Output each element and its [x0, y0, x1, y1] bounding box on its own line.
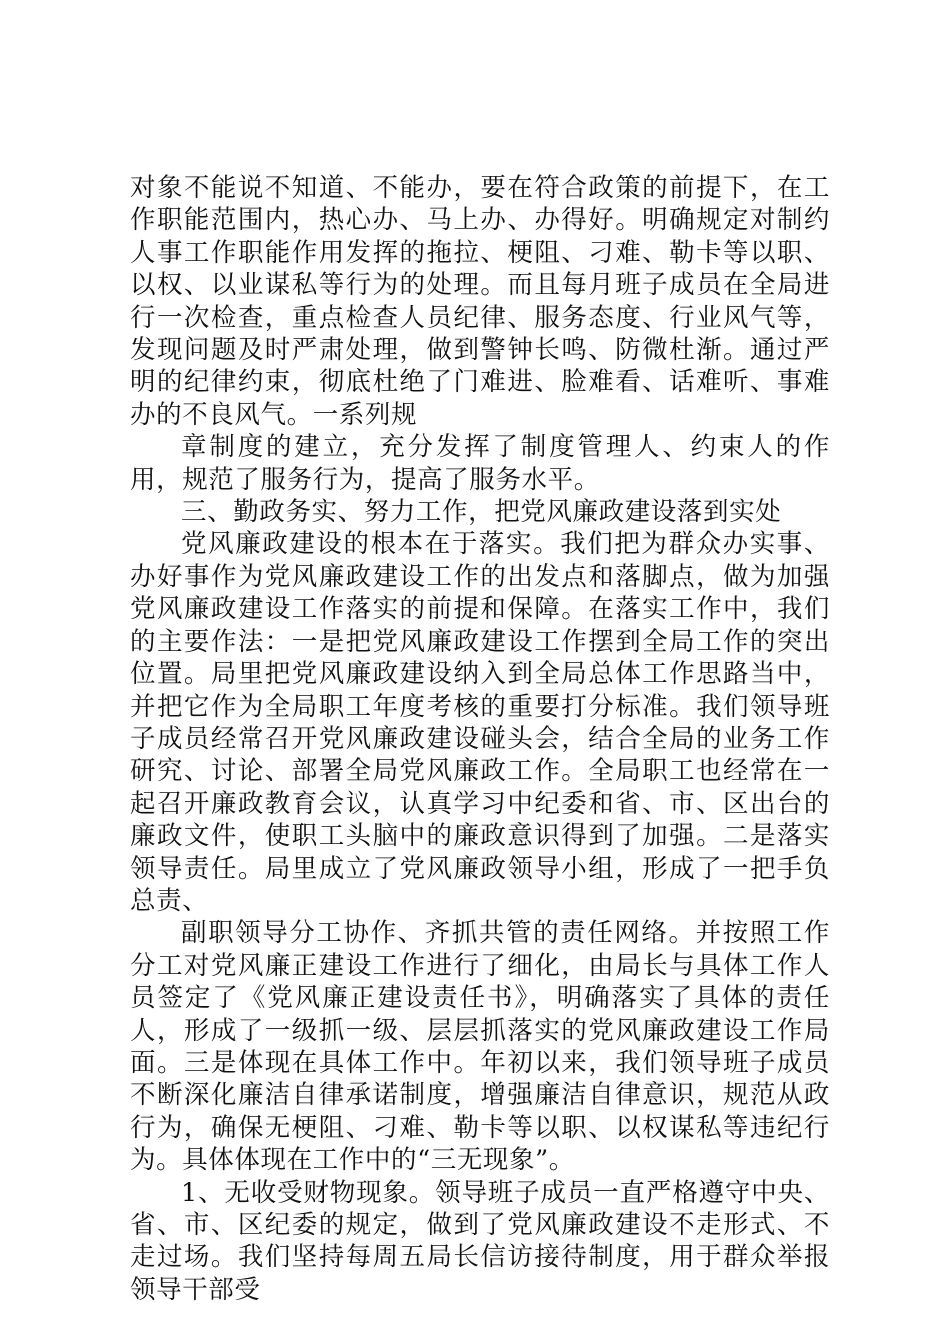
- section-heading-3: 三、勤政务实、努力工作，把党风廉政建设落到实处: [181, 497, 782, 528]
- paragraph-1: 对象不能说不知道、不能办，要在符合政策的前提下，在工作职能范围内，热心办、马上办、办得好。明确规定对制约人事工作职能作用发挥的拖拉、梗阻、刁难、勒卡等以职、以权、以业谋私等行为的处理。而且每月班子成员在全局进行一次检查，重点检查人员纪律、服务态度、行业风气等，发现问题及时严肃处理，做到警钟长鸣、防微杜渐。通过严明的纪律约束，彻底杜绝了门难进、脸难看、话难听、事难办的不良风气。一系列规: [130, 173, 830, 430]
- paragraph-6: 1、无收受财物现象。领导班子成员一直严格遵守中央、省、市、区纪委的规定，做到了党风廉政建设不走形式、不走过场。我们坚持每周五局长信访接待制度，用于群众举报领导干部受: [130, 1177, 830, 1305]
- paragraph-4: 党风廉政建设的根本在于落实。我们把为群众办实事、办好事作为党风廉政建设工作的出发点和落脚点，做为加强党风廉政建设工作落实的前提和保障。在落实工作中，我们的主要作法：一是把党风廉政建设工作摆到全局工作的突出位置。局里把党风廉政建设纳入到全局总体工作思路当中，并把它作为全局职工年度考核的重要打分标准。我们领导班子成员经常召开党风廉政建设碰头会，结合全局的业务工作研究、讨论、部署全局党风廉政工作。全局职工也经常在一起召开廉政教育会议，认真学习中纪委和省、市、区出台的廉政文件，使职工头脑中的廉政意识得到了加强。二是落实领导责任。局里成立了党风廉政领导小组，形成了一把手负总责、: [130, 529, 830, 916]
- document-body: [130, 172, 830, 1306]
- paragraph-2: 章制度的建立，充分发挥了制度管理人、约束人的作用，规范了服务行为，提高了服务水平。: [130, 432, 830, 495]
- paragraph-5: 副职领导分工协作、齐抓共管的责任网络。并按照工作分工对党风廉正建设工作进行了细化，由局长与具体工作人员签定了《党风廉正建设责任书》，明确落实了具体的责任人，形成了一级抓一级、层层抓落实的党风廉政建设工作局面。三是体现在具体工作中。年初以来，我们领导班子成员不断深化廉洁自律承诺制度，增强廉洁自律意识，规范从政行为，确保无梗阻、刁难、勒卡等以职、以权谋私等违纪行为。具体体现在工作中的“三无现象”。: [130, 918, 830, 1176]
